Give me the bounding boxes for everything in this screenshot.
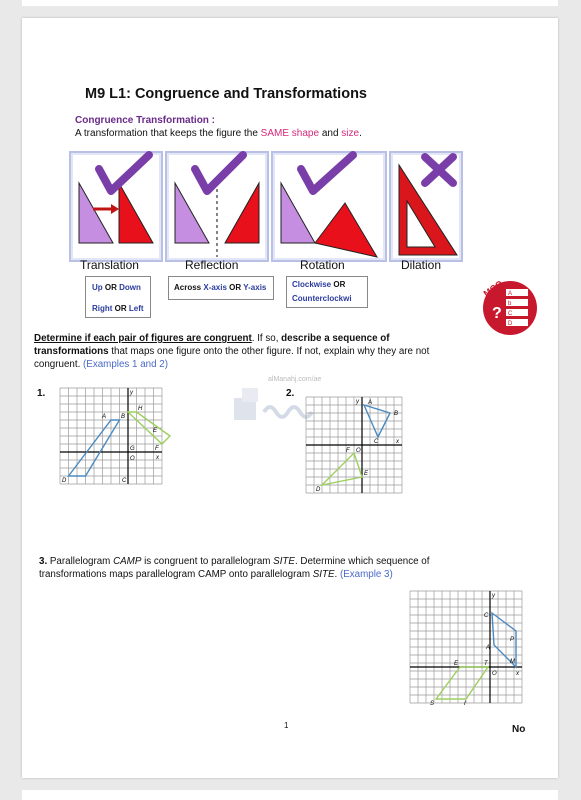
problem-2-number: 2. bbox=[286, 388, 295, 399]
label-origin: O bbox=[130, 456, 135, 462]
watermark-square bbox=[242, 388, 258, 402]
direction-up: Up bbox=[92, 283, 103, 292]
y-axis-text: Y-axis bbox=[243, 283, 267, 292]
x-mark-icon bbox=[425, 157, 453, 183]
label-y: y bbox=[130, 390, 133, 396]
label-a: A bbox=[102, 414, 107, 420]
grid-lines bbox=[60, 388, 162, 484]
label-b: B bbox=[394, 411, 399, 417]
examples-reference: (Examples 1 and 2) bbox=[83, 359, 168, 370]
definition-size: size bbox=[341, 128, 360, 139]
checkmark-icon bbox=[195, 155, 243, 191]
label-c: C bbox=[122, 478, 127, 484]
problem-1-grid bbox=[60, 388, 162, 484]
label-f: F bbox=[155, 446, 159, 452]
dilation-illustration bbox=[391, 153, 461, 260]
label-i: I bbox=[464, 701, 466, 707]
site-text: SITE bbox=[312, 569, 335, 580]
label-g: G bbox=[130, 446, 135, 452]
definition-text bbox=[75, 128, 362, 139]
label-b: B bbox=[121, 414, 126, 420]
label-x: x bbox=[516, 671, 519, 677]
across-text: Across bbox=[174, 283, 204, 292]
rotation-panel bbox=[271, 151, 387, 262]
problem-1-number: 1. bbox=[37, 388, 46, 399]
label-d: D bbox=[316, 487, 321, 493]
label-x: x bbox=[156, 455, 159, 461]
problem-2-grid bbox=[306, 397, 402, 493]
label-c: C bbox=[484, 613, 489, 619]
label-p: P bbox=[510, 637, 515, 643]
reflected-triangle bbox=[225, 183, 259, 243]
problem-3-grid bbox=[410, 591, 522, 707]
problem-3-number: 3. bbox=[39, 556, 48, 567]
watermark-script bbox=[264, 407, 312, 417]
translation-panel bbox=[69, 151, 163, 262]
instructions-part: that maps one figure onto the other figure. If not, explain why they are not congruent. bbox=[34, 346, 430, 370]
site-text: SITE bbox=[273, 556, 295, 567]
arrow-head-icon bbox=[111, 204, 119, 214]
page-number: 1 bbox=[284, 721, 289, 730]
mcq-option: b bbox=[508, 301, 512, 307]
checkmark-icon bbox=[99, 155, 149, 191]
label-h: H bbox=[138, 406, 143, 412]
problem-3-part: is congruent to parallelogram bbox=[141, 556, 274, 567]
label-origin: O bbox=[492, 671, 497, 677]
label-d: D bbox=[62, 478, 67, 484]
label-f: F bbox=[346, 448, 350, 454]
direction-left: Left bbox=[128, 304, 144, 313]
label-y: y bbox=[356, 399, 359, 405]
problem-3-text bbox=[39, 555, 469, 581]
dilation-label: Dilation bbox=[401, 258, 442, 272]
or-text: OR bbox=[331, 280, 346, 289]
rotation-label: Rotation bbox=[300, 258, 345, 272]
label-e: E bbox=[153, 428, 158, 434]
rotation-details bbox=[286, 276, 368, 308]
label-t: T bbox=[484, 661, 488, 667]
label-c: C bbox=[374, 439, 379, 445]
next-page-edge bbox=[22, 790, 558, 800]
instructions-text bbox=[34, 332, 464, 371]
translated-triangle bbox=[119, 183, 153, 243]
watermark-url: alManahj.com/ae bbox=[268, 376, 322, 383]
rotated-triangle bbox=[315, 203, 377, 257]
label-x: x bbox=[396, 439, 399, 445]
question-mark-icon: ? bbox=[492, 305, 502, 322]
instructions-bold-2: describe a sequence of transformations bbox=[34, 333, 390, 357]
label-e: E bbox=[454, 661, 459, 667]
page-mark: No bbox=[512, 724, 526, 735]
label-a: A bbox=[486, 645, 491, 651]
label-s: S bbox=[430, 701, 435, 707]
x-axis-text: X-axis bbox=[203, 283, 227, 292]
definition-part: A transformation that keeps the figure the bbox=[75, 128, 261, 139]
page-title: M9 L1: Congruence and Transformations bbox=[85, 86, 367, 102]
rotation-illustration bbox=[273, 153, 385, 260]
definition-same-shape: SAME shape bbox=[260, 128, 320, 139]
problem-3-part: . Determine which sequence of transformations maps parallelogram CAMP onto parallelogram bbox=[39, 556, 430, 580]
direction-right: Right bbox=[92, 304, 113, 313]
mcq-option: A bbox=[508, 291, 513, 297]
instructions-part: . If so, bbox=[251, 333, 282, 344]
clockwise-text: Clockwise bbox=[292, 280, 332, 289]
translation-details bbox=[85, 276, 151, 318]
mcq-option: D bbox=[508, 321, 513, 327]
mcq-badge-icon bbox=[478, 276, 542, 336]
problem-3-part: . bbox=[334, 569, 340, 580]
problem-3-part: Parallelogram bbox=[47, 556, 114, 567]
counterclockwise-text: Counterclockwi bbox=[292, 294, 352, 303]
or-text: OR bbox=[226, 283, 244, 292]
reflection-details bbox=[168, 276, 274, 300]
camp-text: CAMP bbox=[113, 556, 142, 567]
example-3-reference: (Example 3) bbox=[339, 569, 393, 580]
dilation-panel bbox=[389, 151, 463, 262]
label-a: A bbox=[368, 400, 373, 406]
mcq-label: MCQ bbox=[481, 278, 505, 299]
reflection-label: Reflection bbox=[185, 258, 239, 272]
direction-down: Down bbox=[119, 283, 141, 292]
label-origin: O bbox=[356, 448, 361, 454]
parallelogram-site bbox=[436, 667, 488, 699]
instructions-bold-1: Determine if each pair of figures are congruent bbox=[34, 333, 252, 344]
label-e: E bbox=[364, 471, 369, 477]
translation-label: Translation bbox=[80, 258, 139, 272]
translation-illustration bbox=[71, 153, 161, 260]
or-text: OR bbox=[102, 283, 120, 292]
mcq-option: C bbox=[508, 311, 513, 317]
definition-part: . bbox=[359, 128, 362, 139]
document-page bbox=[22, 18, 558, 778]
reflection-illustration bbox=[167, 153, 267, 260]
label-y: y bbox=[492, 593, 495, 599]
reflection-panel bbox=[165, 151, 269, 262]
label-m: M bbox=[510, 659, 515, 665]
grid-lines bbox=[410, 591, 522, 703]
previous-page-edge bbox=[22, 0, 558, 6]
or-text: OR bbox=[112, 304, 129, 313]
checkmark-icon bbox=[301, 155, 353, 191]
definition-part: and bbox=[319, 128, 342, 139]
congruence-heading: Congruence Transformation : bbox=[75, 115, 216, 126]
